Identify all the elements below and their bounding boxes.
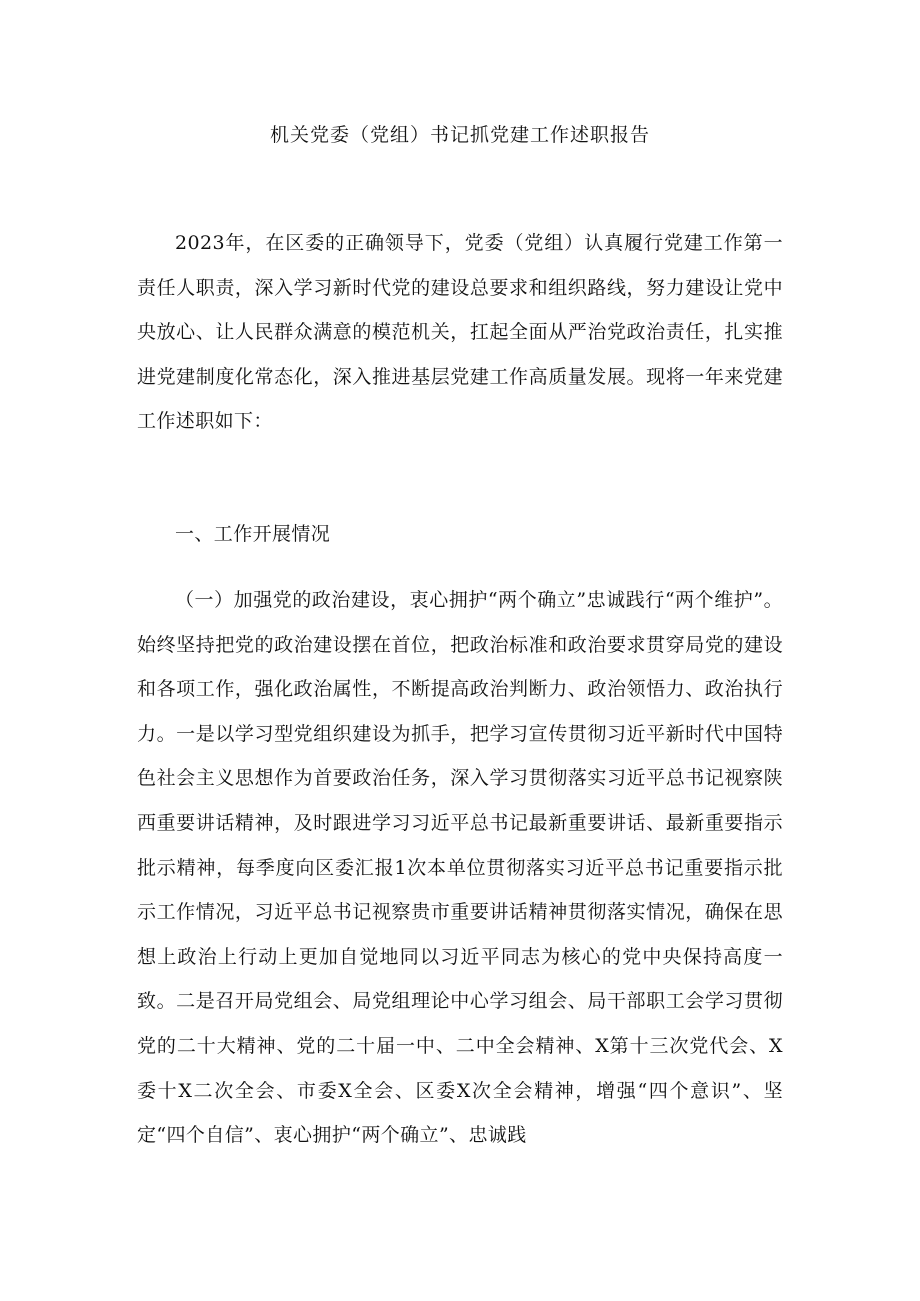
section-heading: 一、工作开展情况 [175, 523, 331, 545]
body-paragraph: （一）加强党的政治建设，衷心拥护“两个确立”忠诚践行“两个维护”。始终坚持把党的政治建设摆在首位，把政治标准和政治要求贯穿局党的建设和各项工作，强化政治属性，不断提高政治判断力、政治领悟力、政治执行力。一是以学习型党组织建设为抓手，把学习宣传贯彻习近平新时代中国特色社会主义思想作为首要政治任务，深入学习贯彻落实习近平总书记视察陕西重要讲话精神，及时跟进学习习近平总书记最新重要讲话、最新重要指示批示精神，每季度向区委汇报1次本单位贯彻落实习近平总书记重要指示批示工作情况，习近平总书记视察贵市重要讲话精神贯彻落实情况，确保在思想上政治上行动上更加自觉地同以习近平同志为核心的党中央保持高度一致。二是召开局党组会、局党组理论中心学习组会、局干部职工会学习贯彻党的二十大精神、党的二十届一中、二中全会精神、X第十三次党代会、X委十X二次全会、市委X全会、区委X次全会精神，增强“四个意识”、坚定“四个自信”、衷心拥护“两个确立”、忠诚践 [137, 589, 783, 1147]
document-title: 机关党委（党组）书记抓党建工作述职报告 [269, 124, 650, 146]
intro-paragraph: 2023年，在区委的正确领导下，党委（党组）认真履行党建工作第一责任人职责，深入学习新时代党的建设总要求和组织路线，努力建设让党中央放心、让人民群众满意的模范机关，扛起全面从严治党政治责任，扎实推进党建制度化常态化，深入推进基层党建工作高质量发展。现将一年来党建工作述职如下： [137, 232, 783, 433]
